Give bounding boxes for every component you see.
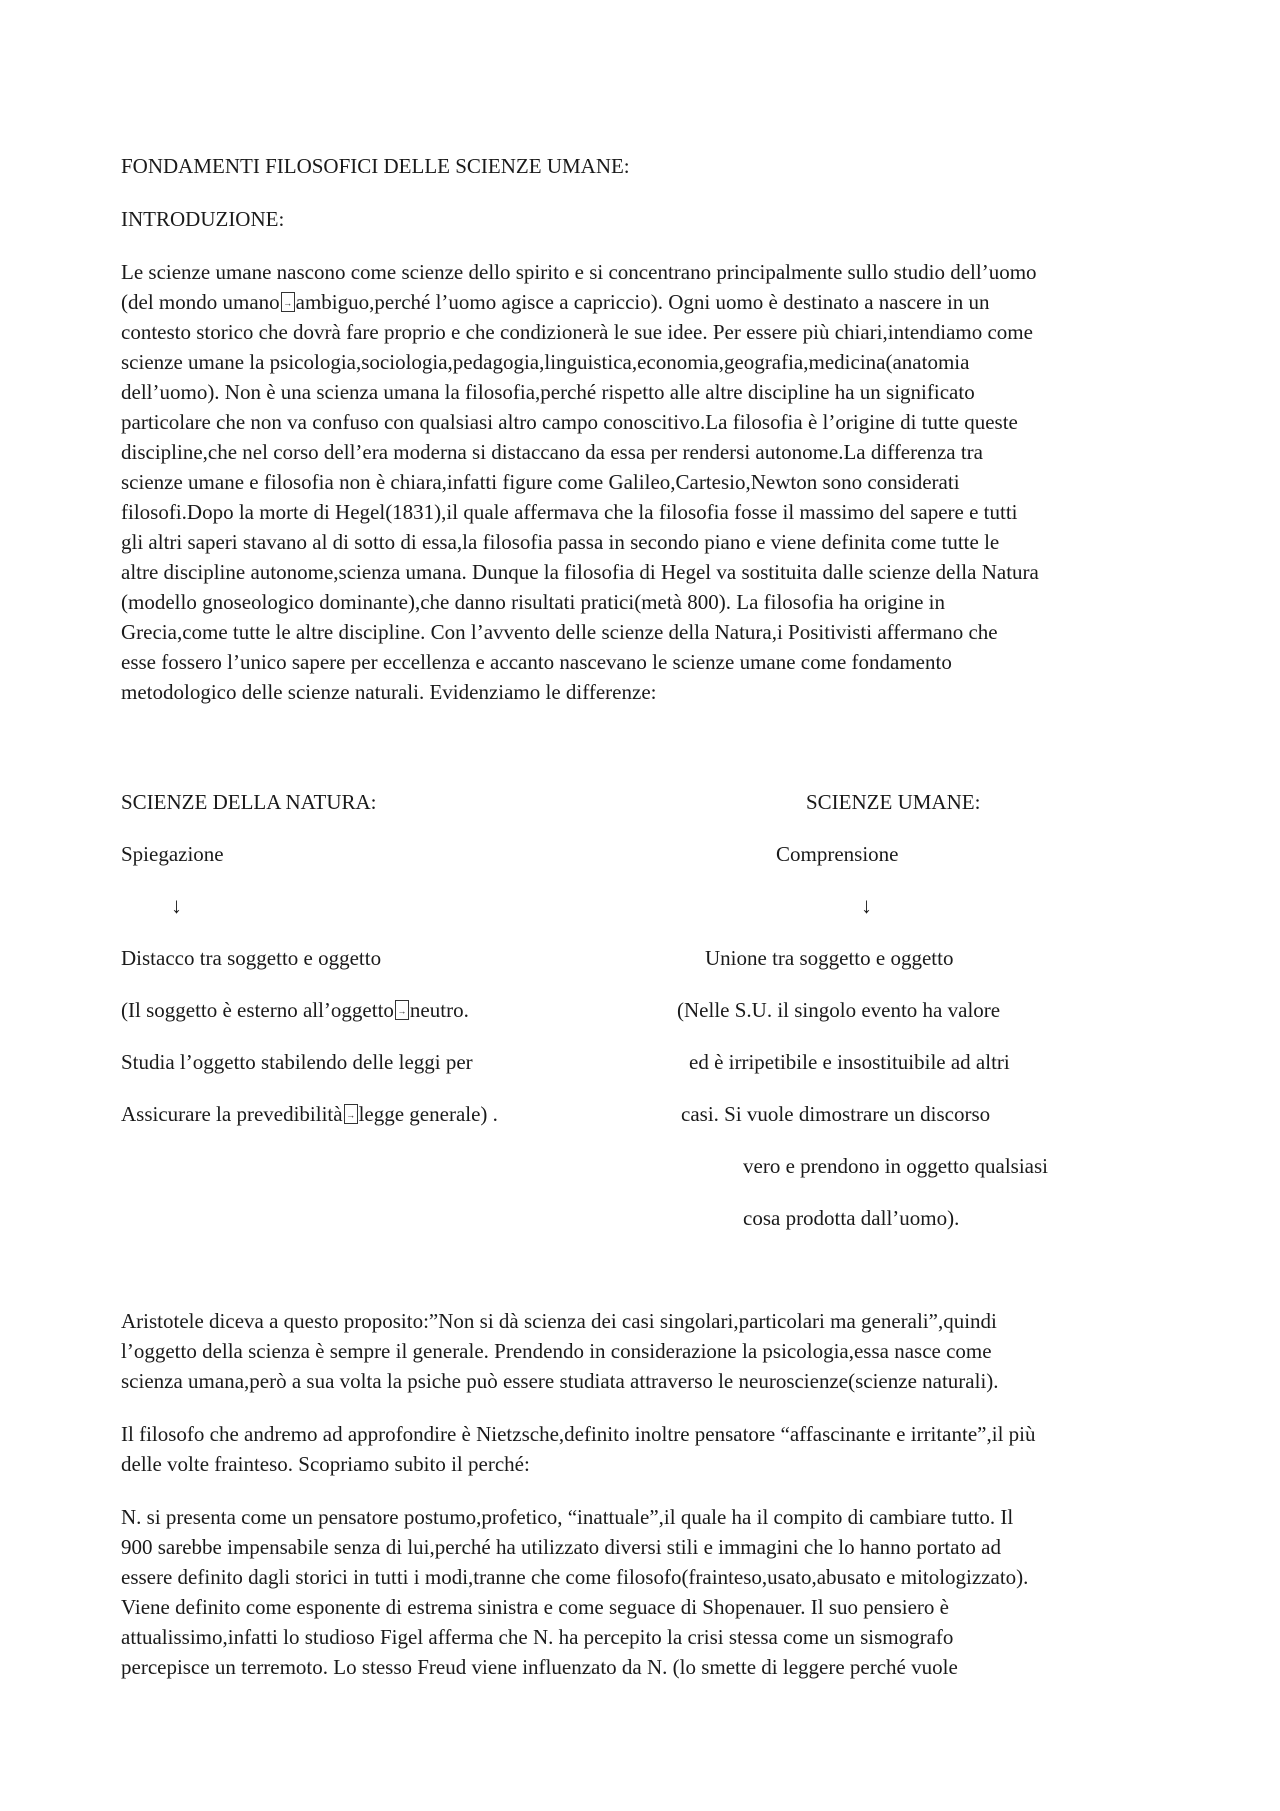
text-line: esse fossero l’unico sapere per eccellenza e accanto nascevano le scienze umane come fondamento [121, 650, 952, 674]
human-sciences-line4: casi. Si vuole dimostrare un discorso [681, 1102, 991, 1126]
text-line: metodologico delle scienze naturali. Evidenziamo le differenze: [121, 680, 657, 704]
text-line: Aristotele diceva a questo proposito:”Non si dà scienza dei casi singolari,particolari ma generali”,quindi [121, 1309, 997, 1333]
arrow-symbol-icon: → [344, 1104, 358, 1124]
arrow-symbol-icon: → [281, 292, 295, 312]
arrow-symbol-icon: → [395, 1000, 409, 1020]
text-line: particolare che non va confuso con qualsiasi altro campo conoscitivo.La filosofia è l’origine di tutte queste [121, 410, 1018, 434]
text-line: Il filosofo che andremo ad approfondire è Nietzsche,definito inoltre pensatore “affascinante e irritante”,il più [121, 1422, 1036, 1446]
human-sciences-line3: ed è irripetibile e insostituibile ad altri [689, 1050, 1010, 1074]
text-line: dell’uomo). Non è una scienza umana la filosofia,perché rispetto alle altre discipline ha un significato [121, 380, 975, 404]
natural-sciences-line4: Assicurare la prevedibilità → legge generale) . [121, 1102, 498, 1126]
natural-sciences-line3: Studia l’oggetto stabilendo delle leggi per [121, 1050, 473, 1074]
text-line: discipline,che nel corso dell’era moderna si distaccano da essa per rendersi autonome.La differenza tra [121, 440, 983, 464]
text-line: contesto storico che dovrà fare proprio e che condizionerà le sue idee. Per essere più chiari,intendiamo come [121, 320, 1033, 344]
aristotle-paragraph [121, 1306, 1166, 1396]
text-line: attualissimo,infatti lo studioso Figel afferma che N. ha percepito la crisi stessa come un sismografo [121, 1625, 954, 1649]
text-line: (del mondo umano → ambiguo,perché l’uomo agisce a capriccio). Ogni uomo è destinato a nascere in un [121, 290, 990, 314]
nietzsche-intro-paragraph [121, 1419, 1166, 1479]
natural-sciences-term: Spiegazione [121, 842, 224, 866]
text-line: (modello gnoseologico dominante),che danno risultati pratici(metà 800). La filosofia ha origine in [121, 590, 946, 614]
intro-paragraph [121, 257, 1166, 707]
natural-sciences-heading: SCIENZE DELLA NATURA: [121, 790, 377, 814]
text-line: N. si presenta come un pensatore postumo,profetico, “inattuale”,il quale ha il compito di cambiare tutto. Il [121, 1505, 1014, 1529]
text-line: scienza umana,però a sua volta la psiche può essere studiata attraverso le neuroscienze(scienze naturali). [121, 1369, 999, 1393]
human-sciences-line6: cosa prodotta dall’uomo). [743, 1206, 960, 1230]
document-title: FONDAMENTI FILOSOFICI DELLE SCIENZE UMANE: [121, 154, 630, 178]
human-sciences-heading: SCIENZE UMANE: [806, 790, 981, 814]
text-line: 900 sarebbe impensabile senza di lui,perché ha utilizzato diversi stili e immagini che lo hanno portato ad [121, 1535, 1001, 1559]
text-line: scienze umane e filosofia non è chiara,infatti figure come Galileo,Cartesio,Newton sono considerati [121, 470, 960, 494]
down-arrow-icon: ↓ [861, 893, 872, 918]
text-line: Viene definito come esponente di estrema sinistra e come seguace di Shopenauer. Il suo pensiero è [121, 1595, 949, 1619]
text-line: altre discipline autonome,scienza umana. Dunque la filosofia di Hegel va sostituita dalle scienze della Natura [121, 560, 1039, 584]
natural-sciences-line2: (Il soggetto è esterno all’oggetto → neutro. [121, 998, 469, 1022]
text-line: filosofi.Dopo la morte di Hegel(1831),il quale affermava che la filosofia fosse il massimo del sapere e tutti [121, 500, 1018, 524]
human-sciences-line5: vero e prendono in oggetto qualsiasi [743, 1154, 1049, 1178]
text-line: essere definito dagli storici in tutti i modi,tranne che come filosofo(frainteso,usato,abusato e mitologizzato). [121, 1565, 1029, 1589]
human-sciences-term: Comprensione [776, 842, 899, 866]
text-line: Le scienze umane nascono come scienze dello spirito e si concentrano principalmente sullo studio dell’uomo [121, 260, 1037, 284]
text-line: percepisce un terremoto. Lo stesso Freud viene influenzato da N. (lo smette di leggere perché vuole [121, 1655, 958, 1679]
text-line: Grecia,come tutte le altre discipline. Con l’avvento delle scienze della Natura,i Positivisti affermano che [121, 620, 998, 644]
human-sciences-line1: Unione tra soggetto e oggetto [705, 946, 954, 970]
text-line: scienze umane la psicologia,sociologia,pedagogia,linguistica,economia,geografia,medicina(anatomia [121, 350, 970, 374]
nietzsche-paragraph [121, 1502, 1166, 1682]
text-line: gli altri saperi stavano al di sotto di essa,la filosofia passa in secondo piano e viene definita come tutte le [121, 530, 1000, 554]
intro-heading: INTRODUZIONE: [121, 207, 285, 231]
human-sciences-line2: (Nelle S.U. il singolo evento ha valore [677, 998, 1001, 1022]
natural-sciences-line1: Distacco tra soggetto e oggetto [121, 946, 382, 970]
text-line: l’oggetto della scienza è sempre il generale. Prendendo in considerazione la psicologia,essa nasce come [121, 1339, 992, 1363]
down-arrow-icon: ↓ [171, 893, 182, 918]
text-line: delle volte frainteso. Scopriamo subito il perché: [121, 1452, 530, 1476]
